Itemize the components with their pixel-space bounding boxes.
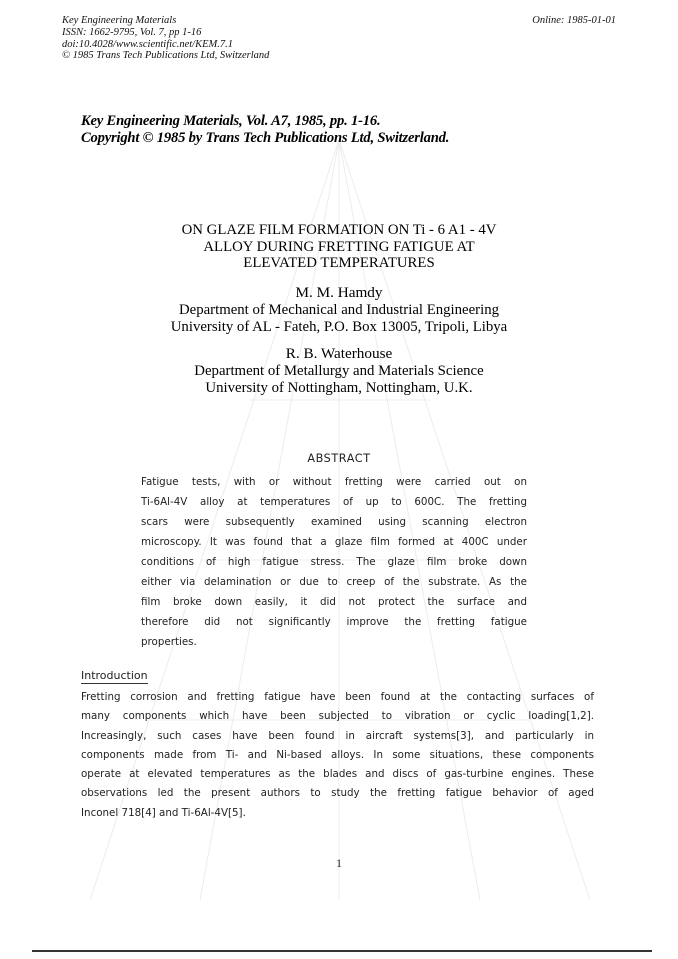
- abstract-line: film broke down easily, it did not protect the surface and: [141, 596, 527, 608]
- author-block-1: [0, 285, 678, 335]
- introduction-line: many components which have been subjected to vibration or cyclic loading[1,2].: [81, 710, 594, 723]
- title-line: ON GLAZE FILM FORMATION ON Ti - 6 A1 - 4V: [181, 222, 497, 238]
- introduction-heading: Introduction: [81, 669, 148, 682]
- abstract-body: [141, 472, 527, 652]
- author-university: University of Nottingham, Nottingham, U.K.: [205, 379, 473, 396]
- title-line: ALLOY DURING FRETTING FATIGUE AT: [203, 238, 475, 255]
- meta-doi: doi:10.4028/www.scientific.net/KEM.7.1: [62, 38, 233, 50]
- abstract-line: properties.: [141, 636, 197, 648]
- abstract-line: conditions of high fatigue stress. The glaze film broke down: [141, 556, 527, 568]
- introduction-line: components made from Ti- and Ni-based alloys. In some situations, these components: [81, 748, 594, 761]
- author-university: University of AL - Fateh, P.O. Box 13005, Tripoli, Libya: [170, 318, 508, 335]
- introduction-line: Inconel 718[4] and Ti-6Al-4V[5].: [81, 806, 246, 819]
- abstract-line: microscopy. It was found that a glaze film formed at 400C under: [141, 536, 527, 548]
- introduction-line: observations led the present authors to study the fretting fatigue behavior of aged: [81, 787, 594, 800]
- abstract-heading: ABSTRACT: [307, 452, 371, 465]
- author-department: Department of Mechanical and Industrial Engineering: [178, 301, 500, 318]
- author-name: R. B. Waterhouse: [285, 345, 393, 362]
- author-name: M. M. Hamdy: [295, 284, 383, 301]
- bottom-rule: [32, 950, 652, 952]
- abstract-line: Ti-6Al-4V alloy at temperatures of up to 600C. The fretting: [141, 496, 527, 508]
- introduction-line: operate at elevated temperatures as the blades and discs of gas-turbine engines. These: [81, 768, 594, 781]
- meta-journal: Key Engineering Materials: [62, 15, 177, 26]
- journal-copyright-line: Copyright © 1985 by Trans Tech Publications Ltd, Switzerland.: [81, 130, 450, 146]
- introduction-line: Increasingly, such cases have been found in aircraft systems[3], and particularly in: [81, 729, 594, 742]
- online-date: Online: 1985-01-01: [532, 15, 616, 26]
- paper-title: [0, 222, 678, 272]
- abstract-line: either via delamination or due to creep of the substrate. As the: [141, 576, 527, 588]
- author-department: Department of Metallurgy and Materials Science: [194, 362, 484, 379]
- page-number: 1: [336, 856, 342, 870]
- introduction-body: [81, 688, 594, 823]
- journal-citation: [81, 113, 449, 147]
- meta-copyright: © 1985 Trans Tech Publications Ltd, Switzerland: [62, 50, 270, 62]
- publication-meta: [62, 15, 269, 62]
- title-line: ELEVATED TEMPERATURES: [243, 255, 435, 271]
- abstract-line: scars were subsequently examined using scanning electron: [141, 516, 527, 528]
- abstract-line: Fatigue tests, with or without fretting were carried out on: [141, 476, 527, 488]
- author-block-2: [0, 346, 678, 396]
- introduction-line: Fretting corrosion and fretting fatigue have been found at the contacting surfaces of: [81, 691, 594, 703]
- meta-issn: ISSN: 1662-9795, Vol. 7, pp 1-16: [62, 26, 202, 38]
- journal-citation-line: Key Engineering Materials, Vol. A7, 1985, pp. 1-16.: [81, 113, 381, 129]
- abstract-line: therefore did not significantly improve the fretting fatigue: [141, 616, 527, 628]
